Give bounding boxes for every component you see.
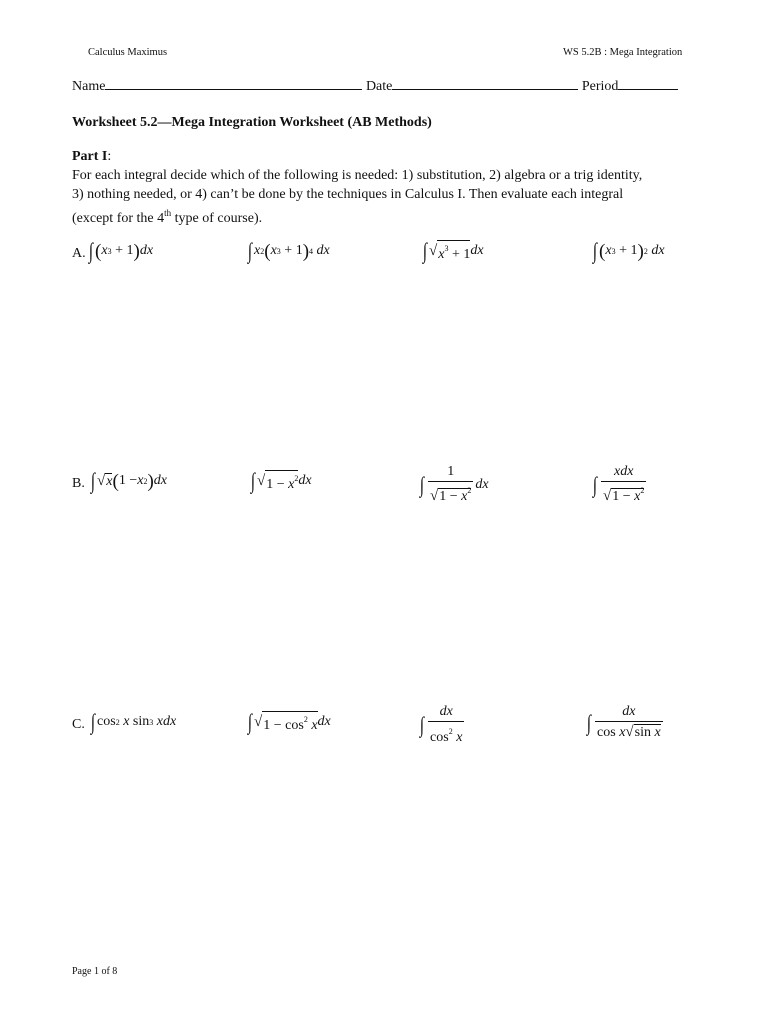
row-b-label: B. xyxy=(72,476,85,491)
name-label: Name xyxy=(72,79,106,94)
period-label: Period xyxy=(581,79,619,94)
integral-b3: ∫ $\frac{1}{√1 - x^2}$ dx xyxy=(419,464,489,504)
integral-c3: ∫ $\frac{dx}{\cos^2 x}$ xyxy=(419,704,463,745)
instructions-superscript: th xyxy=(164,208,172,218)
period-blank[interactable] xyxy=(618,77,678,90)
worksheet-title: Worksheet 5.2—Mega Integration Worksheet (AB Methods) xyxy=(72,115,432,130)
instructions-line-3 xyxy=(72,204,692,228)
integral-a1: ∫ ( x 3 + 1 ) dx xyxy=(88,238,154,263)
part-colon: : xyxy=(107,149,112,164)
date-blank[interactable] xyxy=(392,77,578,90)
part-heading xyxy=(72,149,111,165)
header-worksheet-id: WS 5.2B : Mega Integration xyxy=(563,47,683,58)
integral-b4: ∫ $\frac{\text{xdx}}{√1 - x^2}$ xyxy=(592,464,645,504)
integral-c2: ∫ √ $1 - \cos^2 x$ dx xyxy=(247,709,331,734)
instructions-line-3-pre: (except for the 4 xyxy=(72,211,165,226)
integral-c4: ∫ $\frac{dx}{\text{cos x√sin x}}$ xyxy=(586,704,661,740)
name-date-period-line xyxy=(72,77,692,95)
integral-a2: ∫ x 2 ( x 3 + 1 ) 4 dx xyxy=(247,238,330,263)
row-a-label: A. xyxy=(72,246,86,261)
instructions-line-3-post: type of course). xyxy=(171,211,263,226)
part-label: Part I xyxy=(72,149,108,164)
integral-b2: ∫ √ $1 - x^2$ dx xyxy=(250,468,312,493)
row-c-label: C. xyxy=(72,717,85,732)
integral-a4: ∫ ( x 3 + 1 ) 2 dx xyxy=(592,238,665,263)
name-blank[interactable] xyxy=(105,77,362,90)
integral-b1: ∫ √ x ( 1 − x 2 ) dx xyxy=(90,468,167,493)
page-number: Page 1 of 8 xyxy=(72,966,118,977)
instructions-line-2: 3) nothing needed, or 4) can’t be done by the techniques in Calculus I. Then evaluate each integral xyxy=(72,187,624,202)
integral-a3: ∫ √ $x^3 + 1$ dx xyxy=(422,238,484,263)
integral-c1: ∫ cos 2 x sin 3 xdx xyxy=(90,709,177,734)
date-label: Date xyxy=(365,79,393,94)
instructions-line-1: For each integral decide which of the following is needed: 1) substitution, 2) algebra or a trig identity, xyxy=(72,168,643,183)
header-course: Calculus Maximus xyxy=(88,47,168,58)
instructions xyxy=(72,166,692,228)
